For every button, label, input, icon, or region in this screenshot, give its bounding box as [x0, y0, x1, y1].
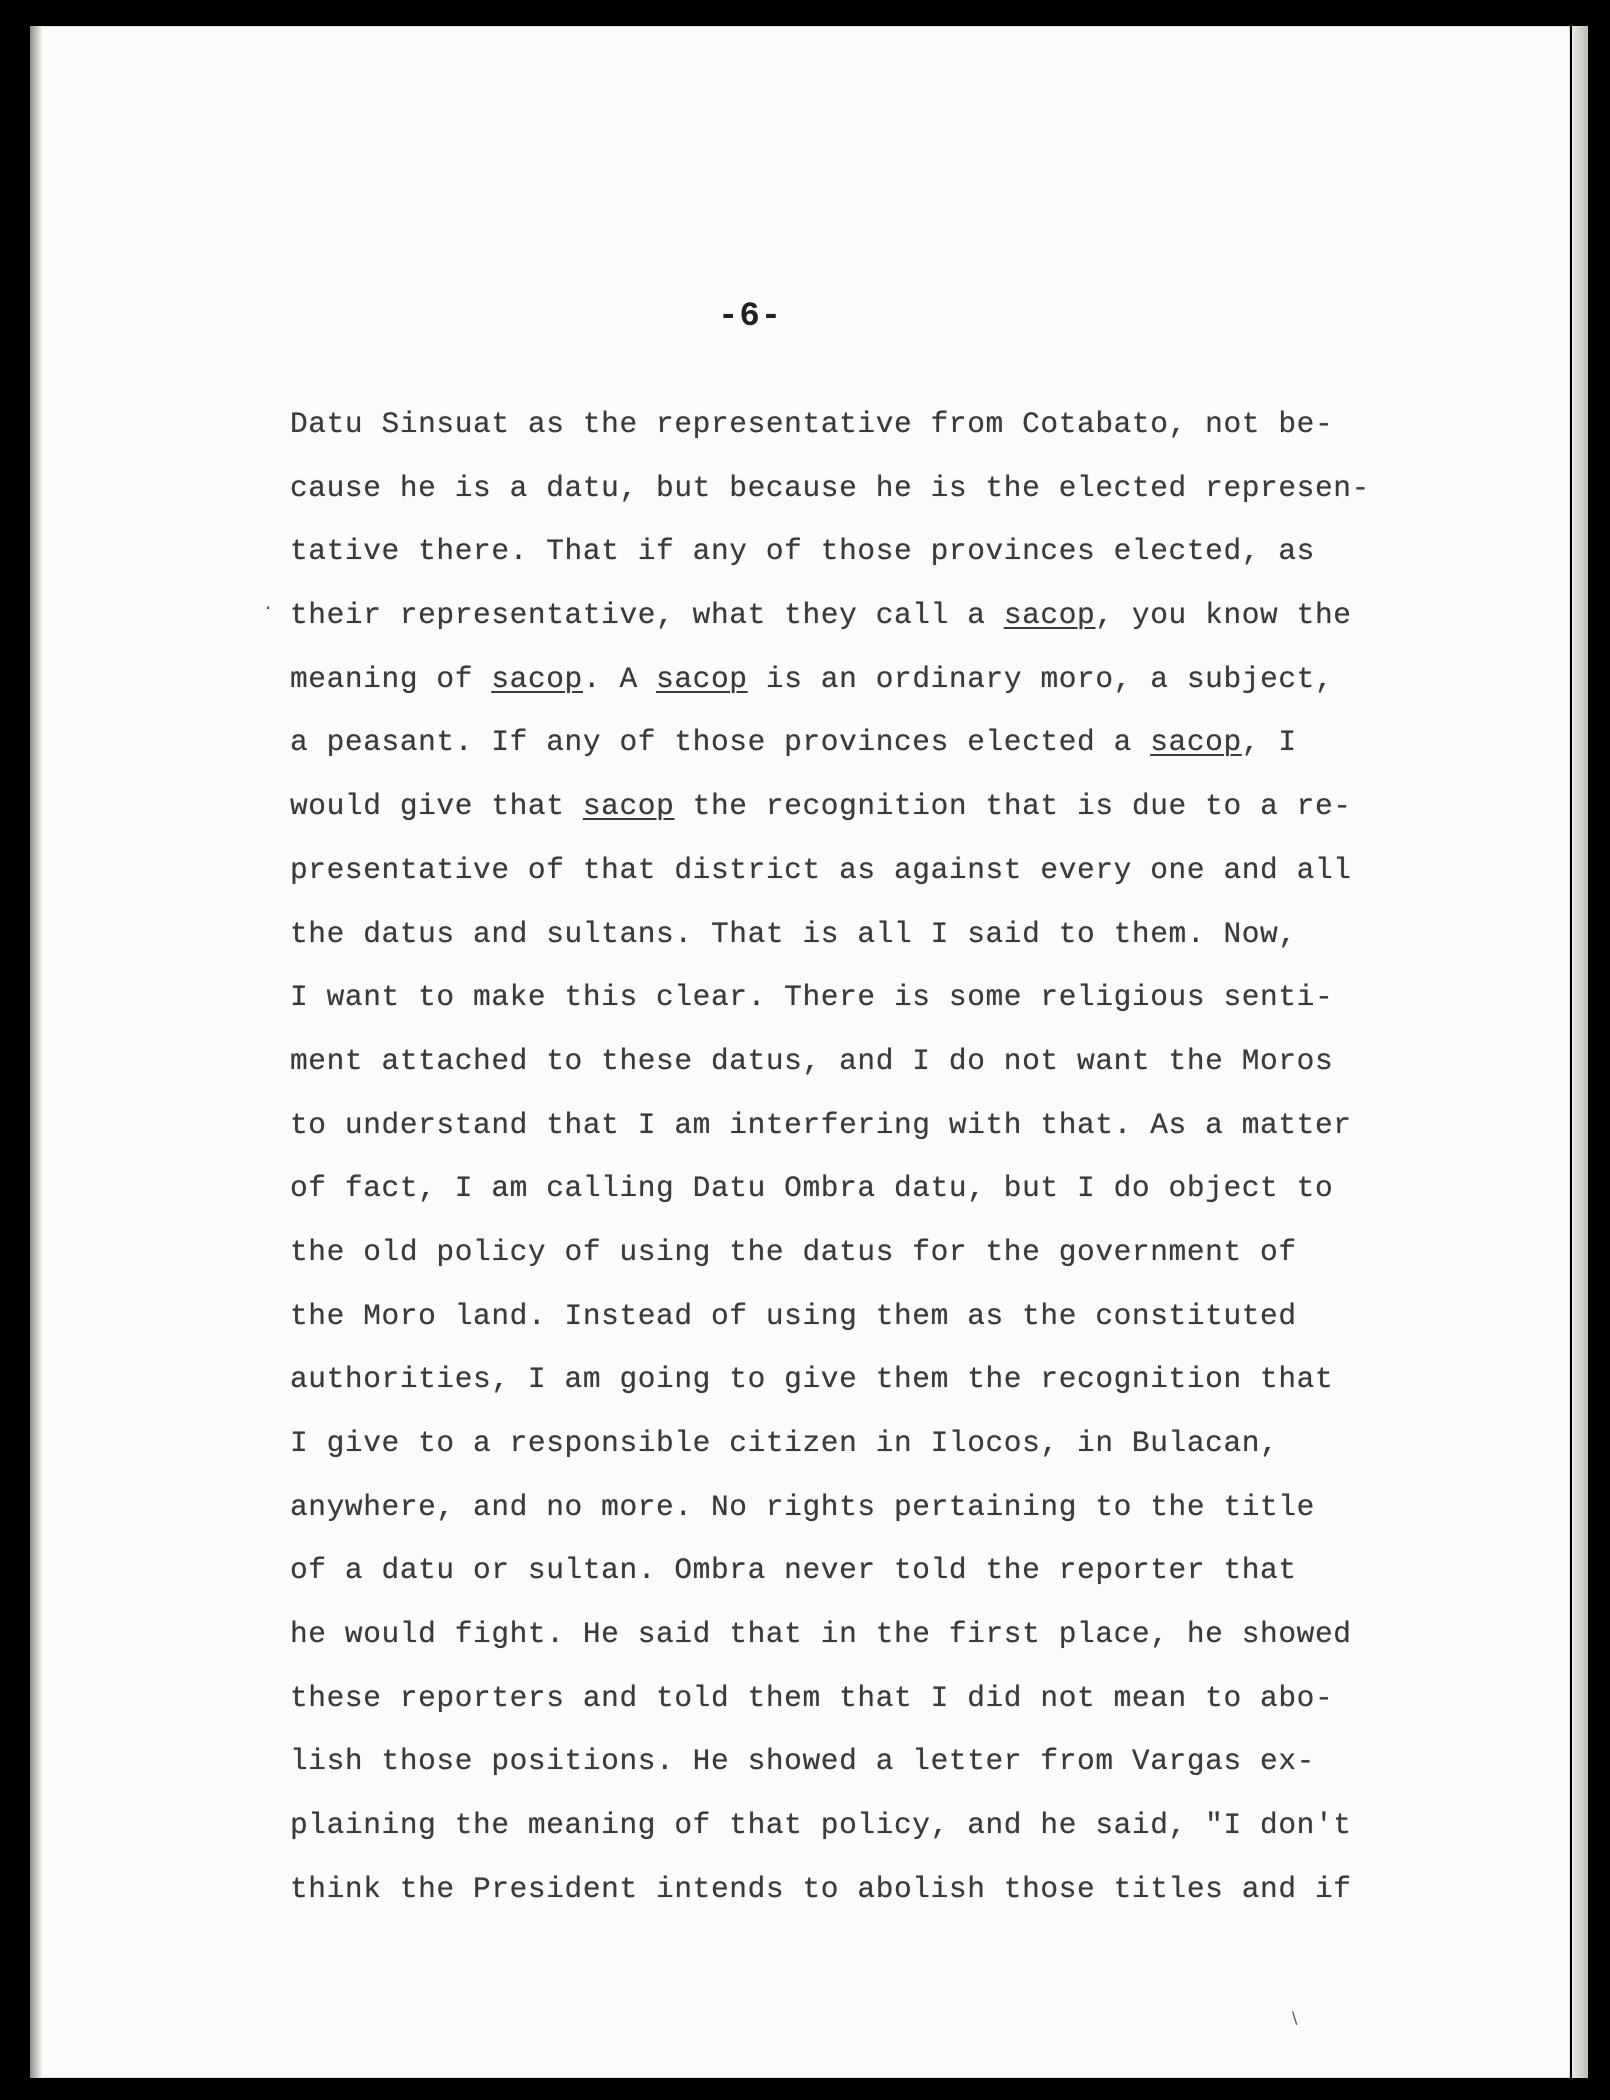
underlined-term: sacop: [656, 661, 748, 696]
text-line: the datus and sultans. That is all I said to them. Now,: [290, 916, 1297, 951]
text-line: these reporters and told them that I did not mean to abo-: [290, 1680, 1334, 1715]
text-line: lish those positions. He showed a letter from Vargas ex-: [290, 1744, 1315, 1779]
underlined-term: sacop: [491, 661, 583, 696]
text-line-with-underlined-term: a peasant. If any of those provinces elected a sacop, I: [290, 725, 1297, 760]
text-line: I give to a responsible citizen in Ilocos, in Bulacan,: [290, 1426, 1279, 1460]
text-line: ment attached to these datus, and I do not want the Moros: [290, 1043, 1334, 1078]
text-line: of a datu or sultan. Ombra never told the reporter that: [290, 1553, 1297, 1588]
text-line: I want to make this clear. There is some religious senti-: [290, 980, 1334, 1015]
scan-speck-mark: \: [1292, 2008, 1298, 2027]
text-line: to understand that I am interfering with that. As a matter: [290, 1107, 1352, 1142]
page-left-edge: [30, 26, 42, 2078]
margin-tick-mark: .: [265, 590, 272, 614]
text-line-with-underlined-term: their representative, what they call a sacop, you know the: [290, 598, 1352, 633]
text-line: authorities, I am going to give them the recognition that: [290, 1362, 1334, 1397]
page-right-edge: [1572, 26, 1588, 2078]
text-line: plaining the meaning of that policy, and he said, "I don't: [290, 1808, 1352, 1843]
text-line: presentative of that district as against every one and all: [290, 852, 1352, 887]
text-line: tative there. That if any of those provinces elected, as: [290, 534, 1315, 569]
text-line-with-underlined-term: would give that sacop the recognition that is due to a re-: [290, 789, 1352, 824]
text-line: he would fight. He said that in the first place, he showed: [290, 1617, 1352, 1652]
text-line: think the President intends to abolish those titles and if: [290, 1871, 1352, 1906]
text-line: Datu Sinsuat as the representative from Cotabato, not be-: [290, 407, 1334, 441]
text-line: cause he is a datu, but because he is the elected represen-: [290, 470, 1370, 505]
text-line: the old policy of using the datus for the government of: [290, 1234, 1297, 1269]
text-line: the Moro land. Instead of using them as the constituted: [290, 1298, 1297, 1333]
underlined-term: sacop: [1003, 598, 1096, 633]
text-line: of fact, I am calling Datu Ombra datu, but I do object to: [290, 1171, 1334, 1206]
page-number: -6-: [718, 298, 783, 336]
underlined-term: sacop: [582, 789, 675, 824]
text-line: anywhere, and no more. No rights pertaining to the title: [290, 1489, 1315, 1524]
typed-body-text: [290, 393, 1440, 1922]
underlined-term: sacop: [1150, 725, 1242, 760]
text-line-with-underlined-term: meaning of sacop. A sacop is an ordinary moro, a subject,: [290, 661, 1334, 696]
